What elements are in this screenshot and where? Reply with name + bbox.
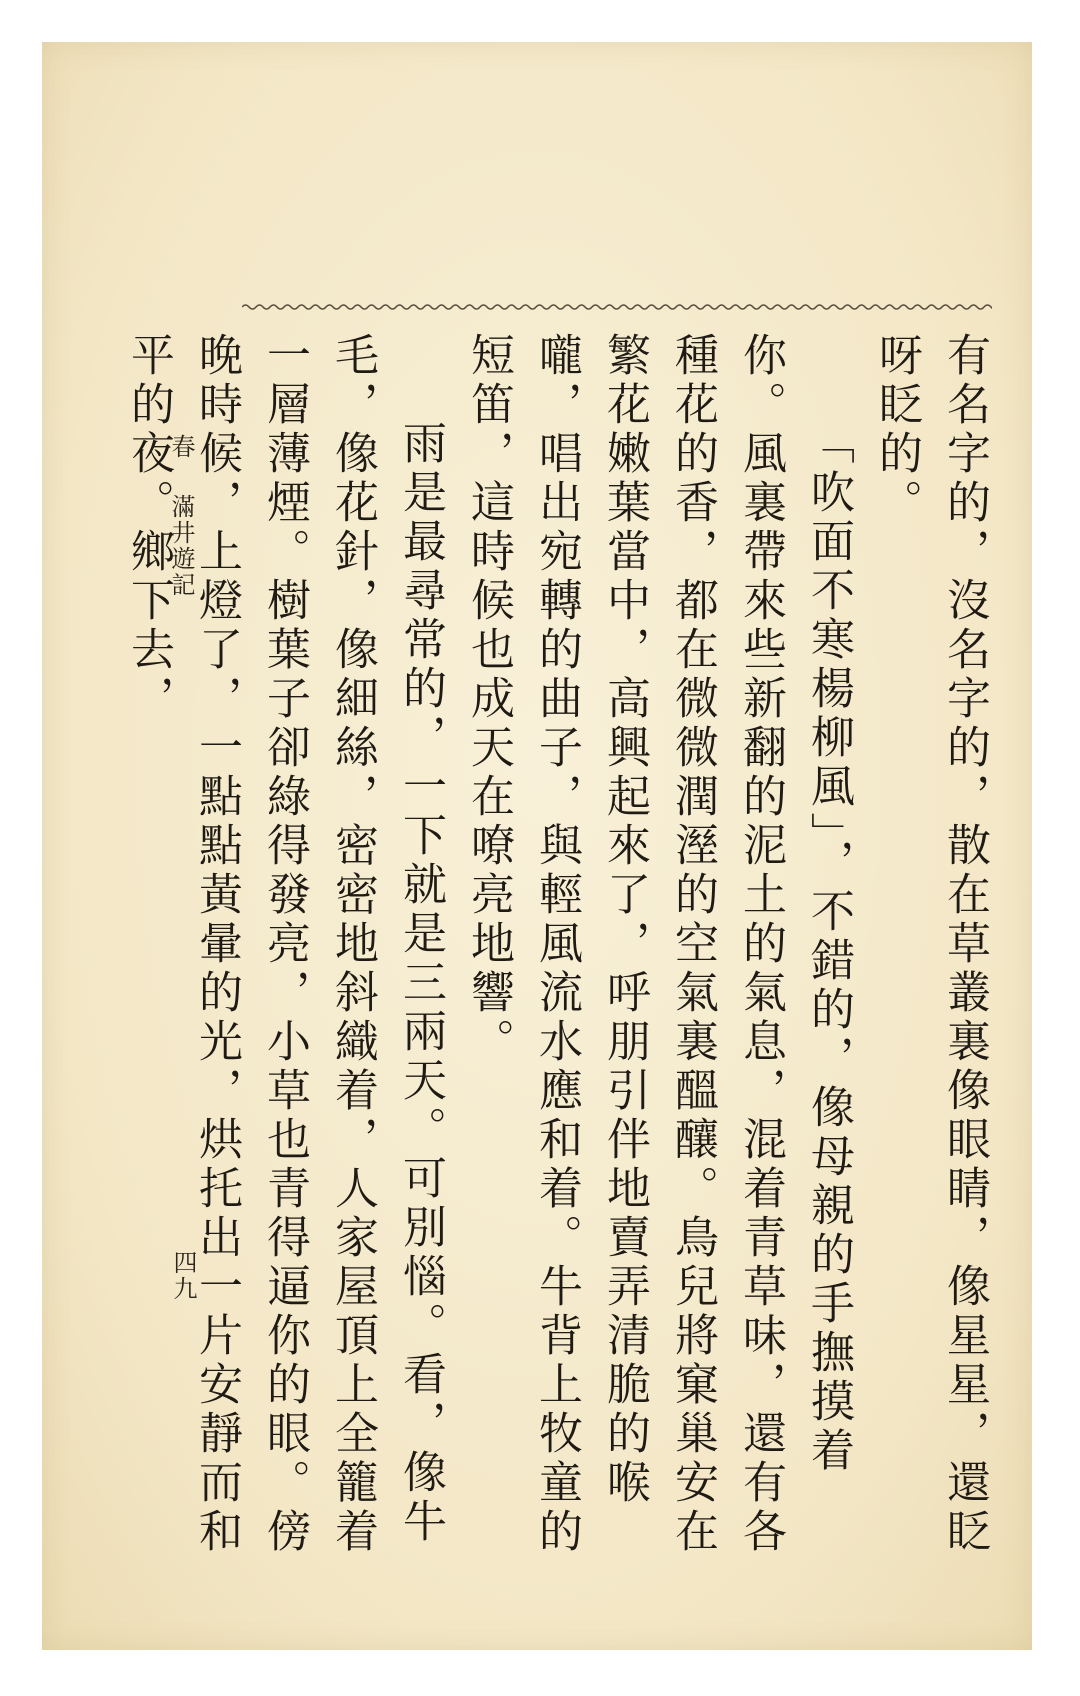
paragraph-3: 雨是最尋常的，一下就是三兩天。可別惱。看，像牛毛，像花針，像細絲，密密地斜織着，人家屋頂上全籠着一層薄煙。樹葉子卻綠得發亮，小草也青得逼你的眼。傍晚時候，上燈了，一點點黃暈的光，烘托出一片安靜而和平的夜。鄉下去， <box>123 332 446 1557</box>
page-number: 四九 <box>169 1250 197 1302</box>
paragraph-2: 「吹面不寒楊柳風」，不錯的，像母親的手撫摸着你。風裏帶來些新翻的泥土的氣息，混着青草味，還有各種花的香，都在微微潤溼的空氣裏醞釀。鳥兒將窠巢安在繁花嫩葉當中，高興起來了，呼朋引伴地賣弄清脆的喉嚨，唱出宛轉的曲子，與輕風流水應和着。牛背上牧童的短笛，這時候也成天在嘹亮地響。 <box>463 332 854 1557</box>
wavy-divider-line <box>242 297 992 317</box>
chapter-title: 春 <box>167 434 195 460</box>
book-page <box>42 42 1032 1650</box>
paragraph-1: 有名字的，沒名字的，散在草叢裏像眼睛，像星星，還眨呀眨的。 <box>871 332 990 1557</box>
book-title: 滿井遊記 <box>167 493 195 598</box>
running-head <box>164 434 199 598</box>
